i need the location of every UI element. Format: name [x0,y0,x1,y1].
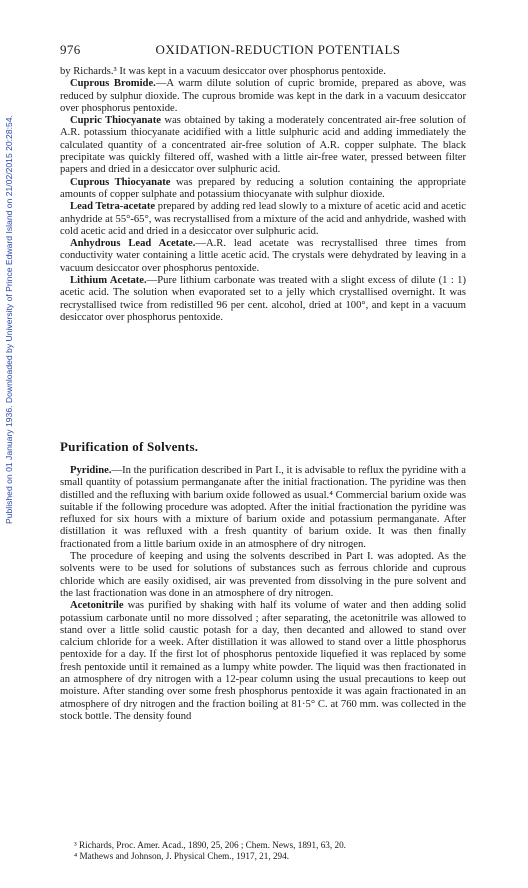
paragraph-text: was purified by shaking with half its volume of water and then adding solid potassium carbonate until no more dissolved ; after separating, the acetonitrile was allowed to stand over a little solid caustic potash for a day, then decanted and allowed to stand over calcium chloride for a week. After distillation it was allowed to stand over a little phosphorus pentoxide for a day. If the first lot of phosphorus pentoxide liquefied it was replaced by some fresh pentoxide until it remained as a lumpy white powder. The liquid was then fractionated in an atmosphere of dry nitrogen with a 12-pear column using the usual precautions to keep out moisture. After standing over some fresh phosphorus pentoxide it was again fractionated in an atmosphere of dry nitrogen and the fraction boiling at 81·5° C. at 760 mm. was collected in the stock bottle. The density found [60,600,466,722]
paragraph-text: prepared by adding red lead slowly to a mixture of acetic acid and acetic anhydride at 55°-65°, was recrystallised from a mixture of the acid and anhydride, washed with cold acetic acid and dried in a desiccator over sulphuric acid. [60,201,466,237]
page-number: 976 [60,42,81,57]
paragraph [60,551,466,600]
paragraph-text: was obtained by taking a moderately concentrated air-free solution of A.R. potassium thiocyanate acidified with a little sulphuric acid and adding immediately the calculated quantity of a concentrated air-free solution of A.R. copper sulphate. The black precipitate was quickly filtered off, washed with a little air-free water, pressed between filter papers and dried in a desiccator over sulphuric acid. [60,115,466,176]
paragraph-text: —Pure lithium carbonate was treated with a slight excess of dilute (1 : 1) acetic acid. The solution when evaporated set to a jelly which crystallised overnight. It was recrystallised twice from redistilled 96 per cent. alcohol, dried at 100°, and kept in a vacuum desiccator over phosphorus pentoxide. [60,275,466,323]
download-watermark: Published on 01 January 1936. Downloaded by University of Prince Edward Island on 21/02/2015 20:28:54. [4,115,14,525]
paragraph-text: —A.R. lead acetate was recrystallised three times from conductivity water containing a little acetic acid. The crystals were dehydrated by leaving in a vacuum desiccator over phosphorus pentoxide. [60,238,466,274]
section-heading: Purification of Solvents. [60,439,199,454]
paragraph-lead: Lead Tetra-acetate [70,201,156,213]
paragraph [60,238,466,275]
paragraph [60,66,466,78]
paragraph-lead: Acetonitrile [70,600,124,612]
footnote: ⁴ Mathews and Johnson, J. Physical Chem., 1917, 21, 294. [74,851,290,862]
paragraph-lead: Cupric Thiocyanate [70,115,161,127]
paragraph [60,201,466,238]
paragraph [60,177,466,202]
paragraph-text: —In the purification described in Part I., it is advisable to reflux the pyridine with a small quantity of potassium permanganate after the initial fractionation. The pyridine was then distilled and the refluxing with barium oxide followed as usual.⁴ Commercial barium oxide was suitable if the following procedure was adopted. After the initial fractionation the pyridine was refluxed for six hours with a mixture of barium oxide and potassium permanganate. After distillation it was refluxed with a fresh quantity of barium oxide. It was then finally fractionated from a little barium oxide in an atmosphere of dry nitrogen. [60,465,467,550]
paragraph-lead: Lithium Acetate. [70,275,147,287]
running-title: OXIDATION-REDUCTION POTENTIALS [155,42,401,57]
body-text-top [60,66,466,324]
paragraph [60,78,466,115]
paragraph-lead: Cuprous Bromide. [70,78,156,90]
paragraph-text: —A warm dilute solution of cupric bromide, prepared as above, was reduced by sulphur dioxide. The cuprous bromide was kept in the dark in a vacuum desiccator over phosphorus pentoxide. [60,78,466,114]
body-text-bottom [60,465,466,723]
paragraph-lead: Anhydrous Lead Acetate. [70,238,196,250]
paragraph [60,600,466,723]
paragraph-lead: Pyridine. [70,465,112,476]
paragraph [60,275,466,324]
paragraph-text: by Richards.³ It was kept in a vacuum desiccator over phosphorus pentoxide. [60,66,386,77]
paragraph-text: The procedure of keeping and using the solvents described in Part I. was adopted. As the solvents were to be used for solutions of substances such as ferrous chloride and cuprous chloride which are easily oxidised, air was prevented from dissolving in the pure solvent and the last fractionation was done in an atmosphere of dry nitrogen. [60,551,466,599]
paragraph [60,115,466,176]
page-header [60,42,466,60]
paragraph-lead: Cuprous Thiocyanate [70,176,171,188]
footnote: ³ Richards, Proc. Amer. Acad., 1890, 25, 206 ; Chem. News, 1891, 63, 20. [74,840,346,850]
footnotes [60,840,466,862]
paragraph-text: was prepared by reducing a solution containing the appropriate amounts of copper sulphate and potassium thiocyanate with sulphur dioxide. [60,176,467,200]
paragraph [60,465,466,551]
